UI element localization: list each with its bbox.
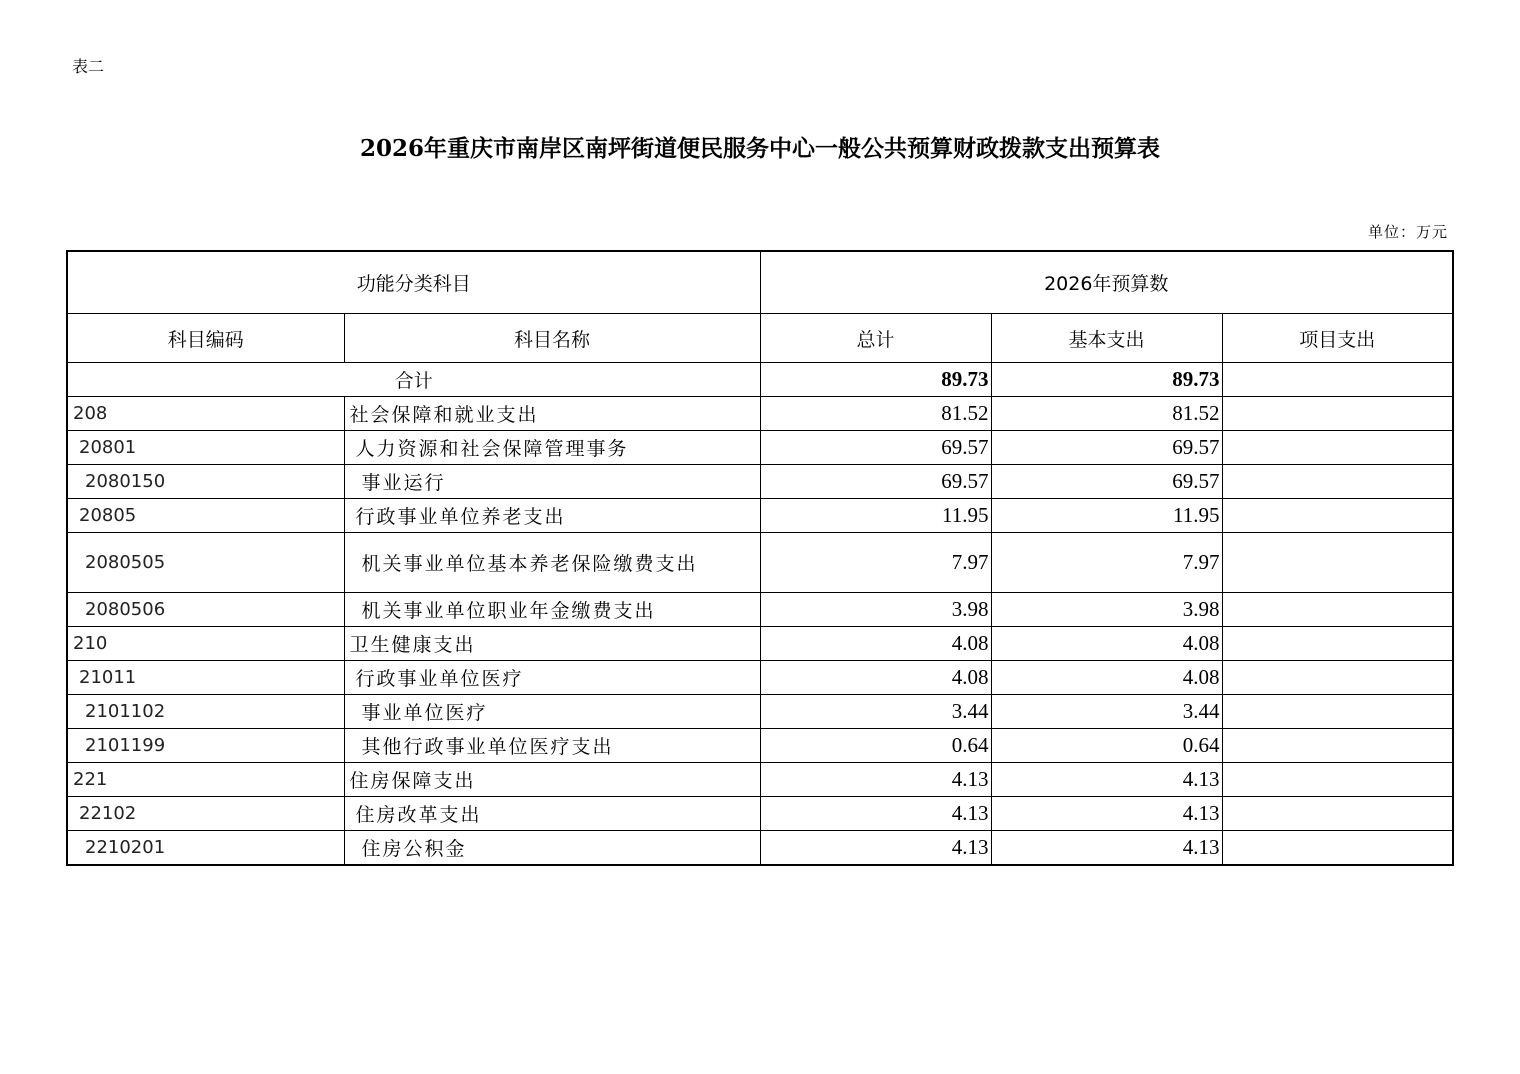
basic-cell: 4.13 [991,797,1222,831]
total-cell: 69.57 [760,465,991,499]
total-total-cell: 89.73 [760,363,991,397]
project-cell [1222,397,1453,431]
total-cell: 7.97 [760,533,991,593]
subject-code-cell: 2210201 [67,831,344,866]
table-row [67,729,1453,763]
subject-name-cell: 其他行政事业单位医疗支出 [344,729,760,763]
table-body [67,251,1453,865]
table-row [67,661,1453,695]
total-cell: 4.08 [760,627,991,661]
basic-cell: 3.98 [991,593,1222,627]
subject-code-cell: 20801 [67,431,344,465]
subject-code-cell: 208 [67,397,344,431]
subject-name-cell: 行政事业单位养老支出 [344,499,760,533]
basic-cell: 81.52 [991,397,1222,431]
total-cell: 3.98 [760,593,991,627]
total-cell: 81.52 [760,397,991,431]
basic-cell: 69.57 [991,465,1222,499]
total-label: 合计 [67,363,760,397]
subject-name-cell: 住房改革支出 [344,797,760,831]
subject-name-cell: 人力资源和社会保障管理事务 [344,431,760,465]
subject-name-cell: 机关事业单位基本养老保险缴费支出 [344,533,760,593]
header-budget-amount: 2026年预算数 [760,251,1453,314]
basic-cell: 69.57 [991,431,1222,465]
project-cell [1222,593,1453,627]
project-cell [1222,661,1453,695]
subject-name-cell: 住房公积金 [344,831,760,866]
subject-name-cell: 事业运行 [344,465,760,499]
header-row-columns [67,314,1453,363]
total-cell: 3.44 [760,695,991,729]
table-row [67,695,1453,729]
header-subject-code: 科目编码 [67,314,344,363]
header-project-expenditure: 项目支出 [1222,314,1453,363]
project-cell [1222,533,1453,593]
subject-code-cell: 2080505 [67,533,344,593]
table-row [67,431,1453,465]
total-cell: 4.13 [760,763,991,797]
header-subject-name: 科目名称 [344,314,760,363]
basic-cell: 3.44 [991,695,1222,729]
project-cell [1222,831,1453,866]
header-row-group [67,251,1453,314]
table-row [67,465,1453,499]
header-total: 总计 [760,314,991,363]
total-project-cell [1222,363,1453,397]
table-row [67,397,1453,431]
subject-name-cell: 卫生健康支出 [344,627,760,661]
total-cell: 69.57 [760,431,991,465]
total-cell: 0.64 [760,729,991,763]
subject-name-cell: 社会保障和就业支出 [344,397,760,431]
table-row [67,627,1453,661]
project-cell [1222,465,1453,499]
subject-name-cell: 机关事业单位职业年金缴费支出 [344,593,760,627]
project-cell [1222,499,1453,533]
header-basic-expenditure: 基本支出 [991,314,1222,363]
total-cell: 4.08 [760,661,991,695]
basic-cell: 0.64 [991,729,1222,763]
header-functional-category: 功能分类科目 [67,251,760,314]
basic-cell: 11.95 [991,499,1222,533]
total-basic-cell: 89.73 [991,363,1222,397]
total-row [67,363,1453,397]
subject-code-cell: 22102 [67,797,344,831]
project-cell [1222,695,1453,729]
table-row [67,499,1453,533]
subject-code-cell: 2080150 [67,465,344,499]
table-row [67,831,1453,866]
table-row [67,593,1453,627]
basic-cell: 4.13 [991,763,1222,797]
table-row [67,763,1453,797]
subject-name-cell: 住房保障支出 [344,763,760,797]
subject-code-cell: 221 [67,763,344,797]
basic-cell: 4.08 [991,627,1222,661]
unit-label: 单位：万元 [1367,223,1448,241]
subject-name-cell: 事业单位医疗 [344,695,760,729]
project-cell [1222,729,1453,763]
subject-code-cell: 21011 [67,661,344,695]
project-cell [1222,627,1453,661]
project-cell [1222,763,1453,797]
page-title: 2026年重庆市南岸区南坪街道便民服务中心一般公共预算财政拨款支出预算表 [359,135,1160,162]
project-cell [1222,431,1453,465]
total-cell: 11.95 [760,499,991,533]
table-row [67,533,1453,593]
total-cell: 4.13 [760,797,991,831]
subject-code-cell: 2101199 [67,729,344,763]
subject-code-cell: 210 [67,627,344,661]
table-row [67,797,1453,831]
subject-code-cell: 2080506 [67,593,344,627]
project-cell [1222,797,1453,831]
basic-cell: 4.08 [991,661,1222,695]
subject-name-cell: 行政事业单位医疗 [344,661,760,695]
table-number-label: 表二 [72,57,105,76]
budget-table [66,250,1454,866]
basic-cell: 7.97 [991,533,1222,593]
total-cell: 4.13 [760,831,991,866]
subject-code-cell: 20805 [67,499,344,533]
subject-code-cell: 2101102 [67,695,344,729]
basic-cell: 4.13 [991,831,1222,866]
